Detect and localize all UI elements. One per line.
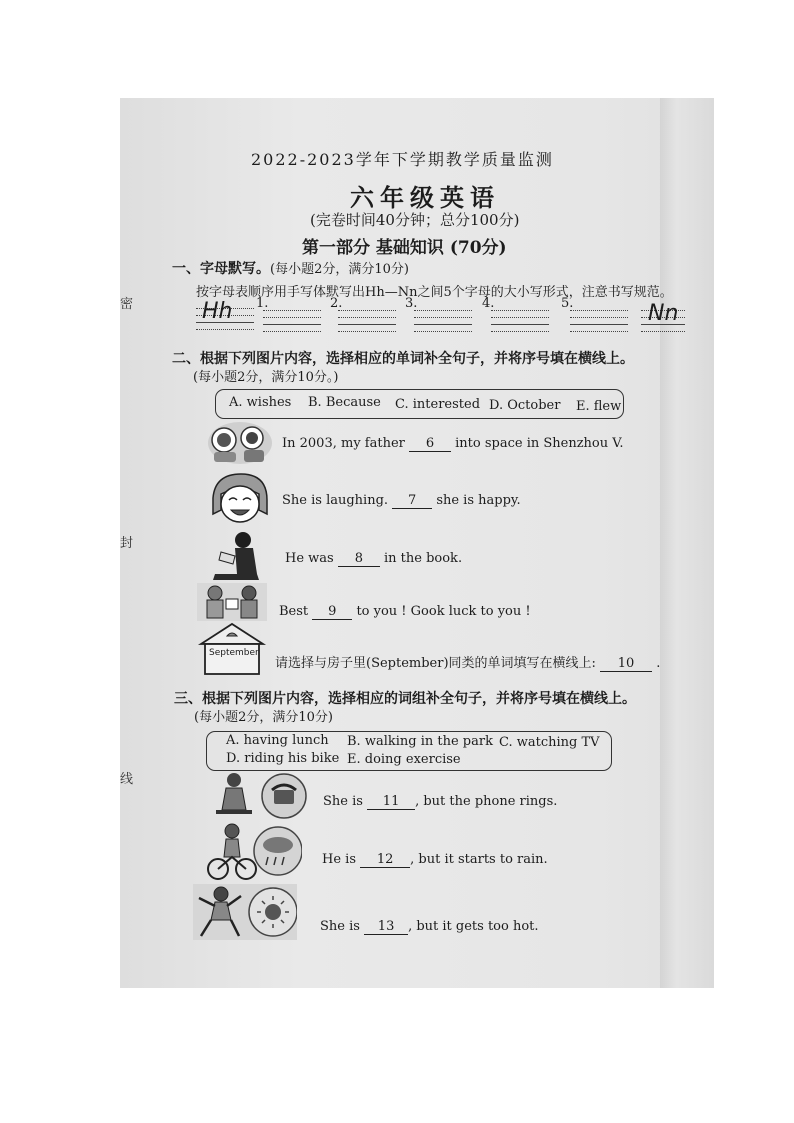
section1-title [172, 258, 409, 278]
letter-number-4: 4. [482, 296, 495, 311]
boy-bike-rain-picture [206, 823, 302, 881]
question-12: He is 12 , but it starts to rain. [322, 852, 548, 867]
option-a-wishes: A. wishes [229, 395, 292, 410]
question-13: She is 13 , but it gets too hot. [320, 919, 539, 934]
astronaut-picture [206, 420, 274, 466]
letter-number-5: 5. [561, 296, 574, 311]
exam-subtitle: 2022-2023学年下学期教学质量监测 [251, 150, 554, 169]
section3-heading: 三、根据下列图片内容，选择相应的词组补全句子，并将序号填在横线上。 [174, 691, 636, 707]
letter-number-3: 3. [405, 296, 418, 311]
answer-blank-8[interactable]: 8 [338, 551, 380, 567]
answer-blank-6[interactable]: 6 [409, 436, 451, 452]
girl-phone-picture [212, 770, 308, 820]
laughing-girl-picture [207, 470, 271, 526]
question-9: Best 9 to you ! Gook luck to you ! [279, 604, 531, 619]
option-d-october: D. October [489, 398, 561, 413]
answer-lines-3[interactable] [414, 304, 472, 332]
section1-instruction: 按字母表顺序用手写体默写出Hh—Nn之间5个字母的大小写形式，注意书写规范。 [196, 285, 673, 300]
kids-gift-picture [197, 583, 267, 621]
answer-blank-12[interactable]: 12 [360, 852, 410, 868]
answer-blank-10[interactable]: 10 [600, 656, 652, 672]
section2-heading: 二、根据下列图片内容，选择相应的单词补全句子，并将序号填在横线上。 [172, 351, 634, 367]
house-label: September [209, 648, 259, 658]
section1-score: (每小题2分，满分10分) [270, 262, 409, 277]
section1-heading: 一、字母默写。 [172, 261, 270, 277]
answer-blank-11[interactable]: 11 [367, 794, 415, 810]
question-6: In 2003, my father 6 into space in Shenzhou V. [282, 436, 624, 451]
exam-time-info: (完卷时间40分钟；总分100分) [310, 211, 520, 229]
option-c-watching-tv: C. watching TV [499, 735, 600, 750]
section3-score: (每小题2分，满分10分) [194, 710, 333, 725]
option-c-interested: C. interested [395, 397, 481, 412]
option-b-because: B. Because [308, 395, 381, 410]
example-letters-start: Hh [202, 299, 233, 324]
girl-exercise-sun-picture [193, 884, 297, 940]
question-11: She is 11 , but the phone rings. [323, 794, 558, 809]
answer-lines-4[interactable] [491, 304, 549, 332]
example-letters-end: Nn [648, 301, 679, 326]
answer-lines-2[interactable] [338, 304, 396, 332]
option-a-having-lunch: A. having lunch [226, 733, 329, 748]
question-8: He was 8 in the book. [285, 551, 463, 566]
option-d-riding-his-bike: D. riding his bike [226, 751, 340, 766]
part-heading: 第一部分 基础知识 (70分) [302, 238, 507, 258]
question-7: She is laughing. 7 she is happy. [282, 493, 521, 508]
section2-score: (每小题2分，满分10分。) [193, 370, 339, 385]
answer-blank-13[interactable]: 13 [364, 919, 408, 935]
answer-lines-1[interactable] [263, 304, 321, 332]
exam-title: 六年级英语 [350, 183, 500, 212]
letter-number-2: 2. [330, 296, 343, 311]
letter-number-1: 1. [256, 296, 269, 311]
answer-blank-9[interactable]: 9 [312, 604, 352, 620]
option-b-walking-in-the-park: B. walking in the park [347, 734, 493, 749]
answer-lines-5[interactable] [570, 304, 628, 332]
margin-char-line: 线 [120, 772, 134, 787]
paper-fold [660, 98, 714, 988]
margin-char-seal: 密 [120, 297, 134, 312]
option-e-flew: E. flew [576, 399, 622, 414]
option-e-doing-exercise: E. doing exercise [347, 752, 461, 767]
boy-reading-picture [207, 530, 265, 582]
answer-blank-7[interactable]: 7 [392, 493, 432, 509]
margin-char-seal2: 封 [120, 536, 134, 551]
question-10: 请选择与房子里(September)同类的单词填写在横线上: 10 . [275, 656, 661, 671]
